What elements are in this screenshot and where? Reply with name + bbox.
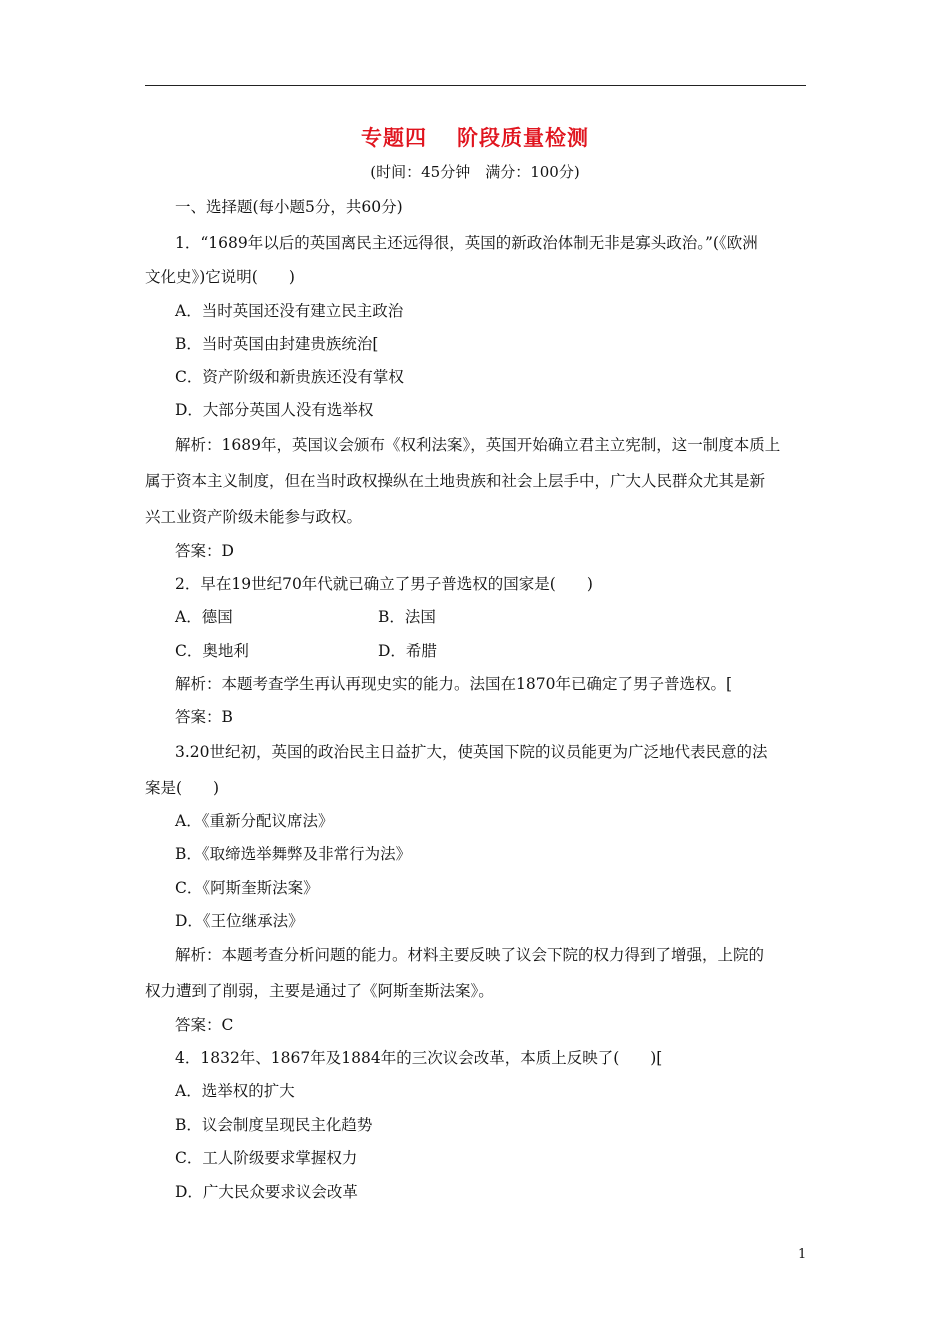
q3-option-a: A．《重新分配议席法》 — [175, 812, 334, 830]
q2-option-d: D．希腊 — [378, 642, 437, 660]
q1-analysis-line2: 属于资本主义制度，但在当时政权操纵在土地贵族和社会上层手中，广大人民群众尤其是新 — [145, 472, 766, 490]
title-part2: 阶段质量检测 — [457, 125, 589, 150]
section-heading: 一、选择题(每小题5分，共60分) — [175, 198, 403, 216]
q4-option-d: D．广大民众要求议会改革 — [175, 1183, 358, 1201]
q3-analysis-line1: 解析：本题考查分析问题的能力。材料主要反映了议会下院的权力得到了增强，上院的 — [175, 946, 765, 964]
q3-answer: 答案：C — [175, 1016, 234, 1034]
header-rule — [145, 85, 806, 86]
q4-option-b: B．议会制度呈现民主化趋势 — [175, 1116, 373, 1134]
q3-stem-line2: 案是( ) — [145, 779, 220, 797]
exam-info: (时间：45分钟 满分：100分) — [370, 163, 580, 181]
q2-option-c: C．奥地利 — [175, 642, 249, 660]
q2-stem: 2．早在19世纪70年代就已确立了男子普选权的国家是( ) — [175, 575, 593, 593]
title-part1: 专题四 — [361, 125, 427, 150]
page-number: 1 — [798, 1247, 807, 1262]
q3-option-d: D．《王位继承法》 — [175, 912, 304, 930]
page-title — [0, 122, 950, 152]
q1-option-a: A．当时英国还没有建立民主政治 — [175, 302, 404, 320]
q1-option-d: D．大部分英国人没有选举权 — [175, 401, 374, 419]
q1-option-c: C．资产阶级和新贵族还没有掌权 — [175, 368, 404, 386]
q4-option-c: C．工人阶级要求掌握权力 — [175, 1149, 358, 1167]
q1-analysis-line1: 解析：1689年，英国议会颁布《权利法案》，英国开始确立君主立宪制，这一制度本质上 — [175, 436, 781, 454]
q2-option-b: B．法国 — [378, 608, 436, 626]
q4-stem: 4．1832年、1867年及1884年的三次议会改革，本质上反映了( )[ — [175, 1049, 663, 1067]
q1-stem-line1: 1．“1689年以后的英国离民主还远得很，英国的新政治体制无非是寡头政治。”(《欧洲 — [175, 234, 758, 252]
q3-analysis-line2: 权力遭到了削弱，主要是通过了《阿斯奎斯法案》。 — [145, 982, 494, 1000]
q2-analysis: 解析：本题考查学生再认再现史实的能力。法国在1870年已确定了男子普选权。[ — [175, 675, 732, 693]
q3-option-c: C．《阿斯奎斯法案》 — [175, 879, 319, 897]
q3-stem-line1: 3.20世纪初，英国的政治民主日益扩大，使英国下院的议员能更为广泛地代表民意的法 — [175, 743, 768, 761]
q4-option-a: A．选举权的扩大 — [175, 1082, 295, 1100]
q1-answer: 答案：D — [175, 542, 234, 560]
q2-answer: 答案：B — [175, 708, 233, 726]
q3-option-b: B．《取缔选举舞弊及非常行为法》 — [175, 845, 412, 863]
q1-option-b: B．当时英国由封建贵族统治[ — [175, 335, 379, 353]
q1-stem-line2: 文化史》)它说明( ) — [145, 268, 295, 286]
q1-analysis-line3: 兴工业资产阶级未能参与政权。 — [145, 508, 363, 526]
q2-option-a: A．德国 — [175, 608, 233, 626]
